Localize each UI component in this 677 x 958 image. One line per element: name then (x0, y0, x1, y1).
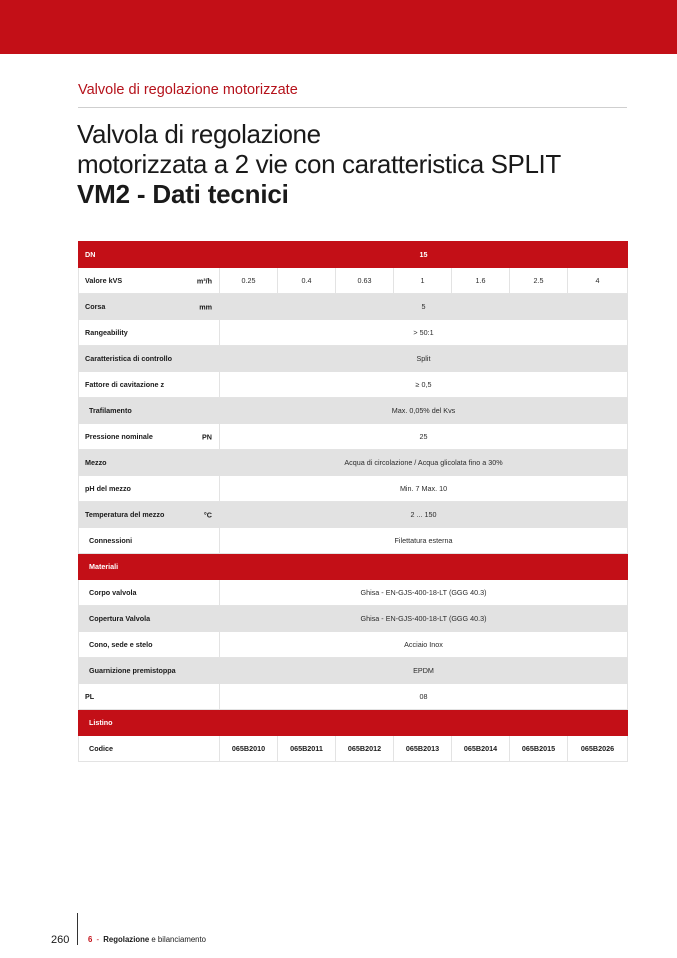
row-value: > 50:1 (220, 320, 628, 346)
materiali-header: Materiali (79, 554, 220, 580)
row-value: 25 (220, 424, 628, 450)
technical-data-table (78, 241, 628, 762)
top-color-band (0, 0, 677, 54)
table-row (79, 502, 628, 528)
materiali-header-row (79, 554, 628, 580)
kvs-value: 0.25 (220, 268, 278, 294)
footer-divider (77, 913, 78, 945)
table-row (79, 372, 628, 398)
table-row (79, 632, 628, 658)
row-label: Copertura Valvola (79, 606, 220, 632)
row-label-text: Pressione nominale (85, 432, 153, 441)
kvs-value: 1 (394, 268, 452, 294)
table-row (79, 476, 628, 502)
row-label: Rangeability (79, 320, 220, 346)
title-line-3: VM2 - Dati tecnici (77, 179, 289, 209)
row-unit: PN (202, 432, 212, 441)
product-code: 065B2012 (336, 736, 394, 762)
section-title: Valvole di regolazione motorizzate (78, 82, 298, 98)
table-row (79, 424, 628, 450)
table-row (79, 450, 628, 476)
table-row (79, 606, 628, 632)
kvs-value: 1.6 (452, 268, 510, 294)
table-row-codice (79, 736, 628, 762)
page-number: 260 (51, 934, 70, 946)
row-label (79, 502, 220, 528)
product-code: 065B2014 (452, 736, 510, 762)
table-row (79, 398, 628, 424)
listino-header-row (79, 710, 628, 736)
chapter-title-bold: Regolazione (103, 935, 150, 944)
row-value: EPDM (220, 658, 628, 684)
row-value: Split (220, 346, 628, 372)
row-unit: °C (203, 510, 212, 519)
row-label (79, 268, 220, 294)
row-label (79, 424, 220, 450)
kvs-value: 2.5 (510, 268, 568, 294)
row-label: Guarnizione premistoppa (79, 658, 220, 684)
chapter-number: 6 (88, 935, 93, 944)
row-label: Codice (79, 736, 220, 762)
row-value: 5 (220, 294, 628, 320)
row-label: pH del mezzo (79, 476, 220, 502)
row-unit: m³/h (196, 276, 212, 285)
title-line-2: motorizzata a 2 vie con caratteristica SPLIT (77, 149, 561, 179)
table-row (79, 346, 628, 372)
row-label: Mezzo (79, 450, 220, 476)
row-value: Max. 0,05% del Kvs (220, 398, 628, 424)
row-label: Cono, sede e stelo (79, 632, 220, 658)
row-unit: mm (199, 302, 212, 311)
row-value: Acqua di circolazione / Acqua glicolata fino a 30% (220, 450, 628, 476)
title-line-1: Valvola di regolazione (77, 119, 321, 149)
row-label: Caratteristica di controllo (79, 346, 220, 372)
kvs-value: 0.63 (336, 268, 394, 294)
product-code: 065B2011 (278, 736, 336, 762)
table-row (79, 528, 628, 554)
product-code: 065B2026 (568, 736, 628, 762)
row-label-text: Corsa (85, 302, 106, 311)
footer-chapter (88, 935, 206, 944)
table-row-dn (79, 242, 628, 268)
row-label: Corpo valvola (79, 580, 220, 606)
row-label: PL (79, 684, 220, 710)
row-label: Trafilamento (79, 398, 220, 424)
row-label: Connessioni (79, 528, 220, 554)
row-value: ≥ 0,5 (220, 372, 628, 398)
table-row (79, 658, 628, 684)
row-label (79, 294, 220, 320)
kvs-value: 0.4 (278, 268, 336, 294)
row-label-text: Valore kVS (85, 276, 123, 285)
table-row-pl (79, 684, 628, 710)
row-value: 2 ... 150 (220, 502, 628, 528)
row-label: DN (79, 242, 220, 268)
product-code: 065B2010 (220, 736, 278, 762)
table-row-kvs (79, 268, 628, 294)
row-value: Filettatura esterna (220, 528, 628, 554)
row-value: Ghisa - EN-GJS-400-18-LT (GGG 40.3) (220, 580, 628, 606)
page-title (77, 119, 561, 209)
row-label-text: Temperatura del mezzo (85, 510, 165, 519)
chapter-separator: - (96, 935, 100, 944)
product-code: 065B2015 (510, 736, 568, 762)
row-label: Fattore di cavitazione z (79, 372, 220, 398)
section-divider (78, 107, 627, 108)
table-row (79, 294, 628, 320)
chapter-title-rest: e bilanciamento (149, 935, 206, 944)
row-value: Ghisa - EN-GJS-400-18-LT (GGG 40.3) (220, 606, 628, 632)
product-code: 065B2013 (394, 736, 452, 762)
row-value: 15 (220, 242, 628, 268)
table-row (79, 320, 628, 346)
row-value: Min. 7 Max. 10 (220, 476, 628, 502)
kvs-value: 4 (568, 268, 628, 294)
row-value: 08 (220, 684, 628, 710)
table-row (79, 580, 628, 606)
listino-header: Listino (79, 710, 220, 736)
row-value: Acciaio Inox (220, 632, 628, 658)
